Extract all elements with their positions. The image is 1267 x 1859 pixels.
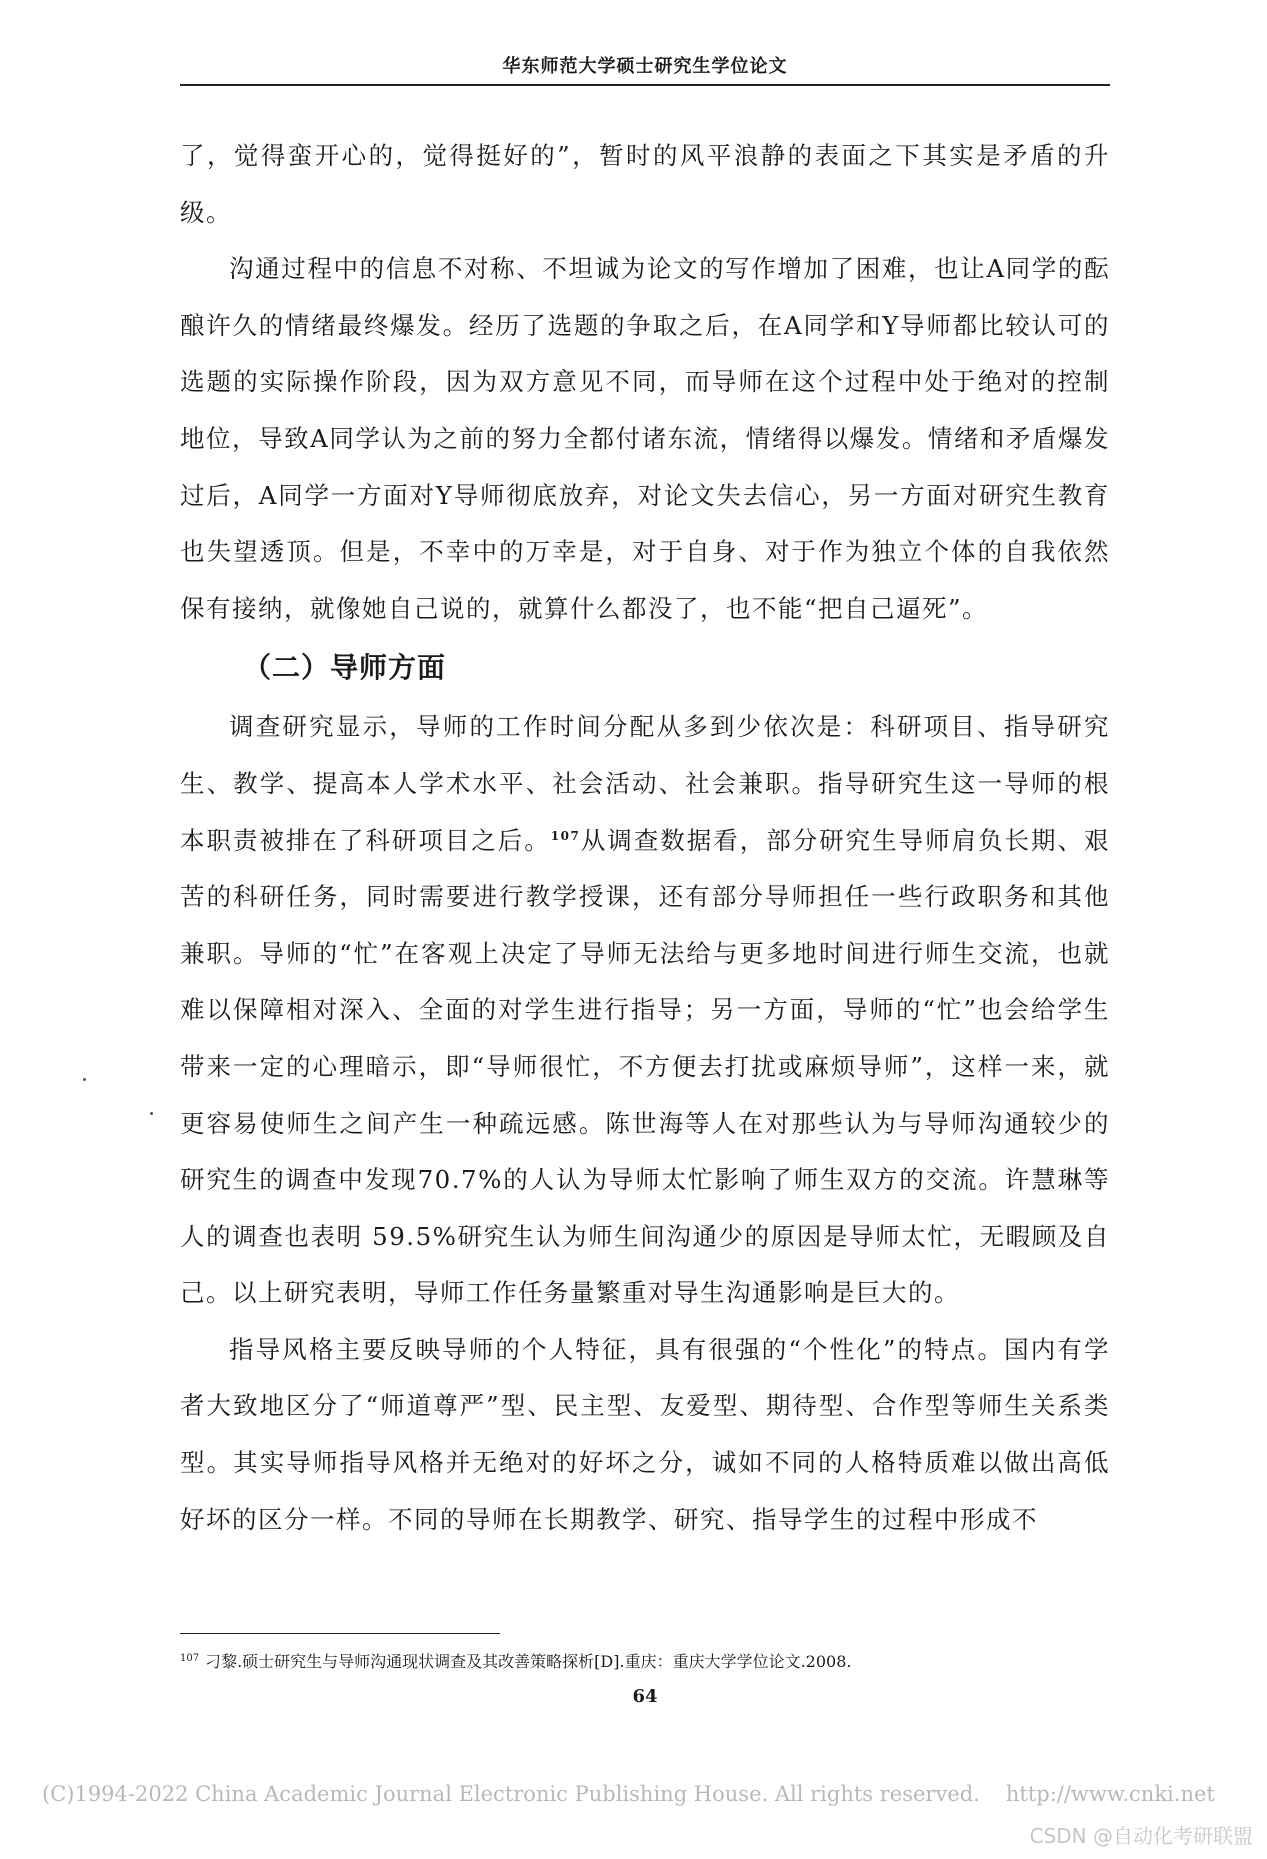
copyright-line [42, 1782, 1215, 1806]
paragraph-guidance-style: 指导风格主要反映导师的个人特征，具有很强的“个性化”的特点。国内有学者大致地区分了“师道尊严”型、民主型、友爱型、期待型、合作型等师生关系类型。其实导师指导风格并无绝对的好坏之分，诚如不同的人格特质难以做出高低好坏的区分一样。不同的导师在长期教学、研究、指导学生的过程中形成不 [180, 1334, 1110, 1534]
copyright-url[interactable]: http://www.cnki.net [1005, 1782, 1215, 1806]
header-rule [180, 84, 1110, 86]
paragraph-survey-part1: 调查研究显示，导师的工作时间分配从多到少依次是：科研项目、指导研究生、教学、提高本人学术水平、社会活动、社会兼职。指导研究生这一导师的根本职责被排在了科研项目之后。 [180, 712, 1110, 855]
csdn-watermark: CSDN @自动化考研联盟 [1029, 1824, 1253, 1848]
scan-artifact [150, 1112, 153, 1115]
footnote [180, 1650, 1110, 1674]
paragraph-communication: 沟通过程中的信息不对称、不坦诚为论文的写作增加了困难，也让A同学的酝酿许久的情绪最终爆发。经历了选题的争取之后，在A同学和Y导师都比较认可的选题的实际操作阶段，因为双方意见不同，而导师在这个过程中处于绝对的控制地位，导致A同学认为之前的努力全都付诸东流，情绪得以爆发。情绪和矛盾爆发过后，A同学一方面对Y导师彻底放弃，对论文失去信心，另一方面对研究生教育也失望透顶。但是，不幸中的万幸是，对于自身、对于作为独立个体的自我依然保有接纳，就像她自己说的，就算什么都没了，也不能“把自己逼死”。 [180, 254, 1110, 623]
paragraph-survey-part2: 从调查数据看，部分研究生导师肩负长期、艰苦的科研任务，同时需要进行教学授课，还有部分导师担任一些行政职务和其他兼职。导师的“忙”在客观上决定了导师无法给与更多地时间进行师生交流，也就难以保障相对深入、全面的对学生进行指导；另一方面，导师的“忙”也会给学生带来一定的心理暗示，即“导师很忙，不方便去打扰或麻烦导师”，这样一来，就更容易使师生之间产生一种疏远感。陈世海等人在对那些认为与导师沟通较少的研究生的调查中发现70.7%的人认为导师太忙影响了师生双方的交流。许慧琳等人的调查也表明 59.5%研究生认为师生间沟通少的原因是导师太忙，无暇顾及自己。以上研究表明，导师工作任务量繁重对导生沟通影响是巨大的。 [180, 825, 1111, 1308]
scan-artifact [83, 1078, 86, 1081]
running-header: 华东师范大学硕士研究生学位论文 [502, 56, 788, 77]
page-number: 64 [632, 1686, 658, 1707]
paragraph-survey [180, 699, 1110, 1322]
footnote-reference: 107 [550, 828, 581, 843]
copyright-text: (C)1994-2022 China Academic Journal Electronic Publishing House. All rights reserved. [42, 1782, 980, 1806]
section-heading: （二）导师方面 [243, 651, 447, 685]
footnote-rule [180, 1633, 500, 1634]
body-text [180, 128, 1110, 1548]
footnote-text: 刁黎.硕士研究生与导师沟通现状调查及其改善策略探析[D].重庆：重庆大学学位论文.2008. [205, 1652, 852, 1671]
paragraph-continuation: 了，觉得蛮开心的，觉得挺好的”，暂时的风平浪静的表面之下其实是矛盾的升级。 [180, 141, 1110, 227]
footnote-number: 107 [180, 1652, 200, 1664]
